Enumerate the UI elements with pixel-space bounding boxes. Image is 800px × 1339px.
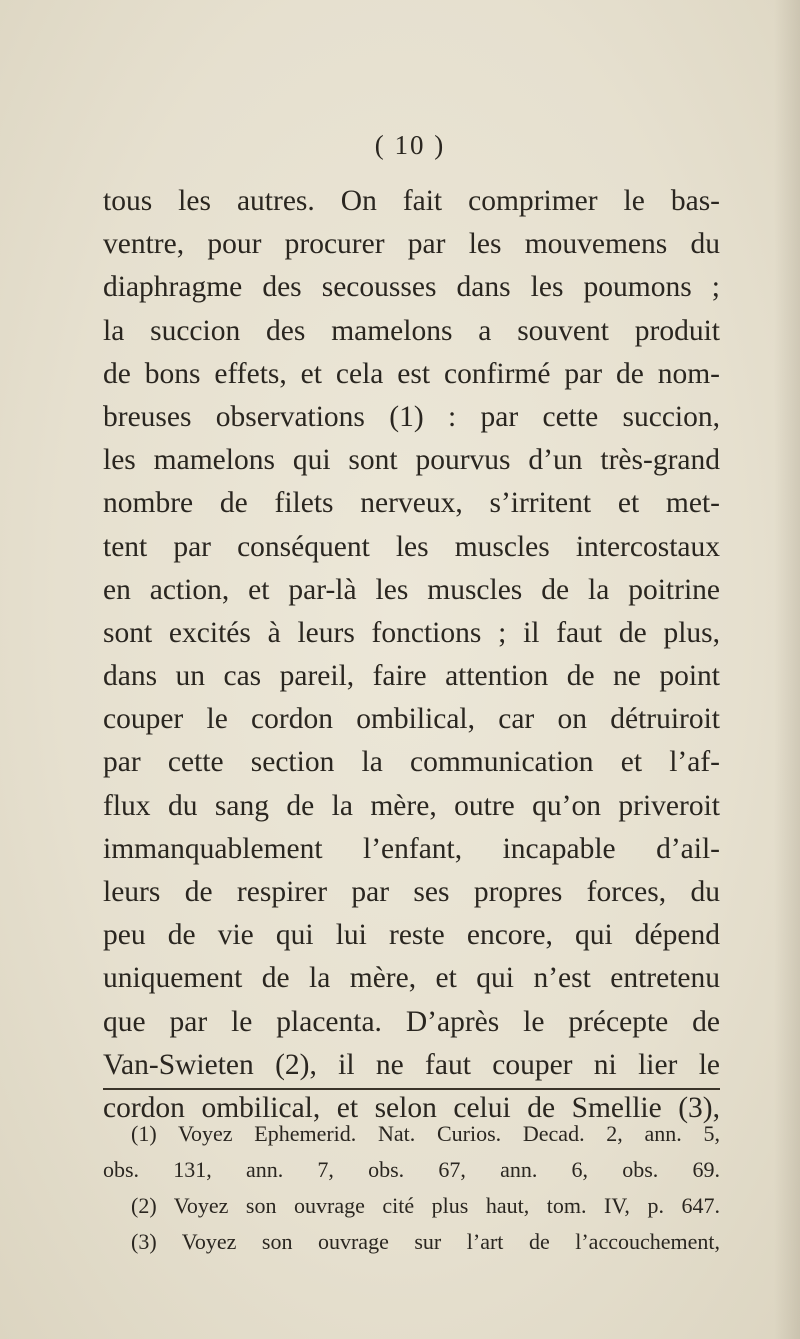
footnotes [103,1116,720,1260]
text-line: la succion des mamelons a souvent produit [103,314,720,347]
body-text [103,180,720,1130]
text-line: couper le cordon ombilical, car on détruiroit [103,703,720,736]
text-line: nombre de filets nerveux, s’irritent et met- [103,487,720,520]
page-number: ( 10 ) [374,130,446,160]
text-line: tous les autres. On fait comprimer le bas- [103,185,720,217]
footnote-line: obs. 131, ann. 7, obs. 67, ann. 6, obs. 69. [103,1157,720,1182]
text-line: dans un cas pareil, faire attention de ne point [103,660,720,693]
text-line: sont excités à leurs fonctions ; il faut de plus, [103,616,720,649]
text-line: que par le placenta. D’après le précepte de [103,1005,720,1038]
text-line: en action, et par-là les muscles de la poitrine [103,573,720,606]
text-line: leurs de respirer par ses propres forces, du [103,876,720,908]
text-line: diaphragme des secousses dans les poumons ; [103,271,720,304]
text-line: de bons effets, et cela est confirmé par de nom- [103,357,720,390]
page-edge-shadow [774,0,800,1339]
footnote-divider [103,1088,720,1090]
text-line: les mamelons qui sont pourvus d’un très-grand [103,444,720,477]
text-line: immanquablement l’enfant, incapable d’ail- [103,832,720,865]
text-line: tent par conséquent les muscles intercostaux [103,530,720,563]
footnote-line: (2) Voyez son ouvrage cité plus haut, tom. IV, p. 647. [131,1193,720,1218]
text-line: breuses observations (1) : par cette succion, [103,400,720,433]
text-line: flux du sang de la mère, outre qu’on priveroit [103,789,720,822]
text-line: ventre, pour procurer par les mouvemens du [103,228,720,261]
text-line: cordon ombilical, et selon celui de Smellie (3), [103,1091,720,1124]
footnote-line: (1) Voyez Ephemerid. Nat. Curios. Decad. 2, ann. 5, [131,1121,720,1146]
footnote-line: (3) Voyez son ouvrage sur l’art de l’accouchement, [131,1229,720,1254]
text-line: uniquement de la mère, et qui n’est entretenu [103,962,720,995]
text-line: Van-Swieten (2), il ne faut couper ni lier le [103,1048,720,1081]
text-line: par cette section la communication et l’af- [103,746,720,779]
text-line: peu de vie qui lui reste encore, qui dépend [103,919,720,952]
